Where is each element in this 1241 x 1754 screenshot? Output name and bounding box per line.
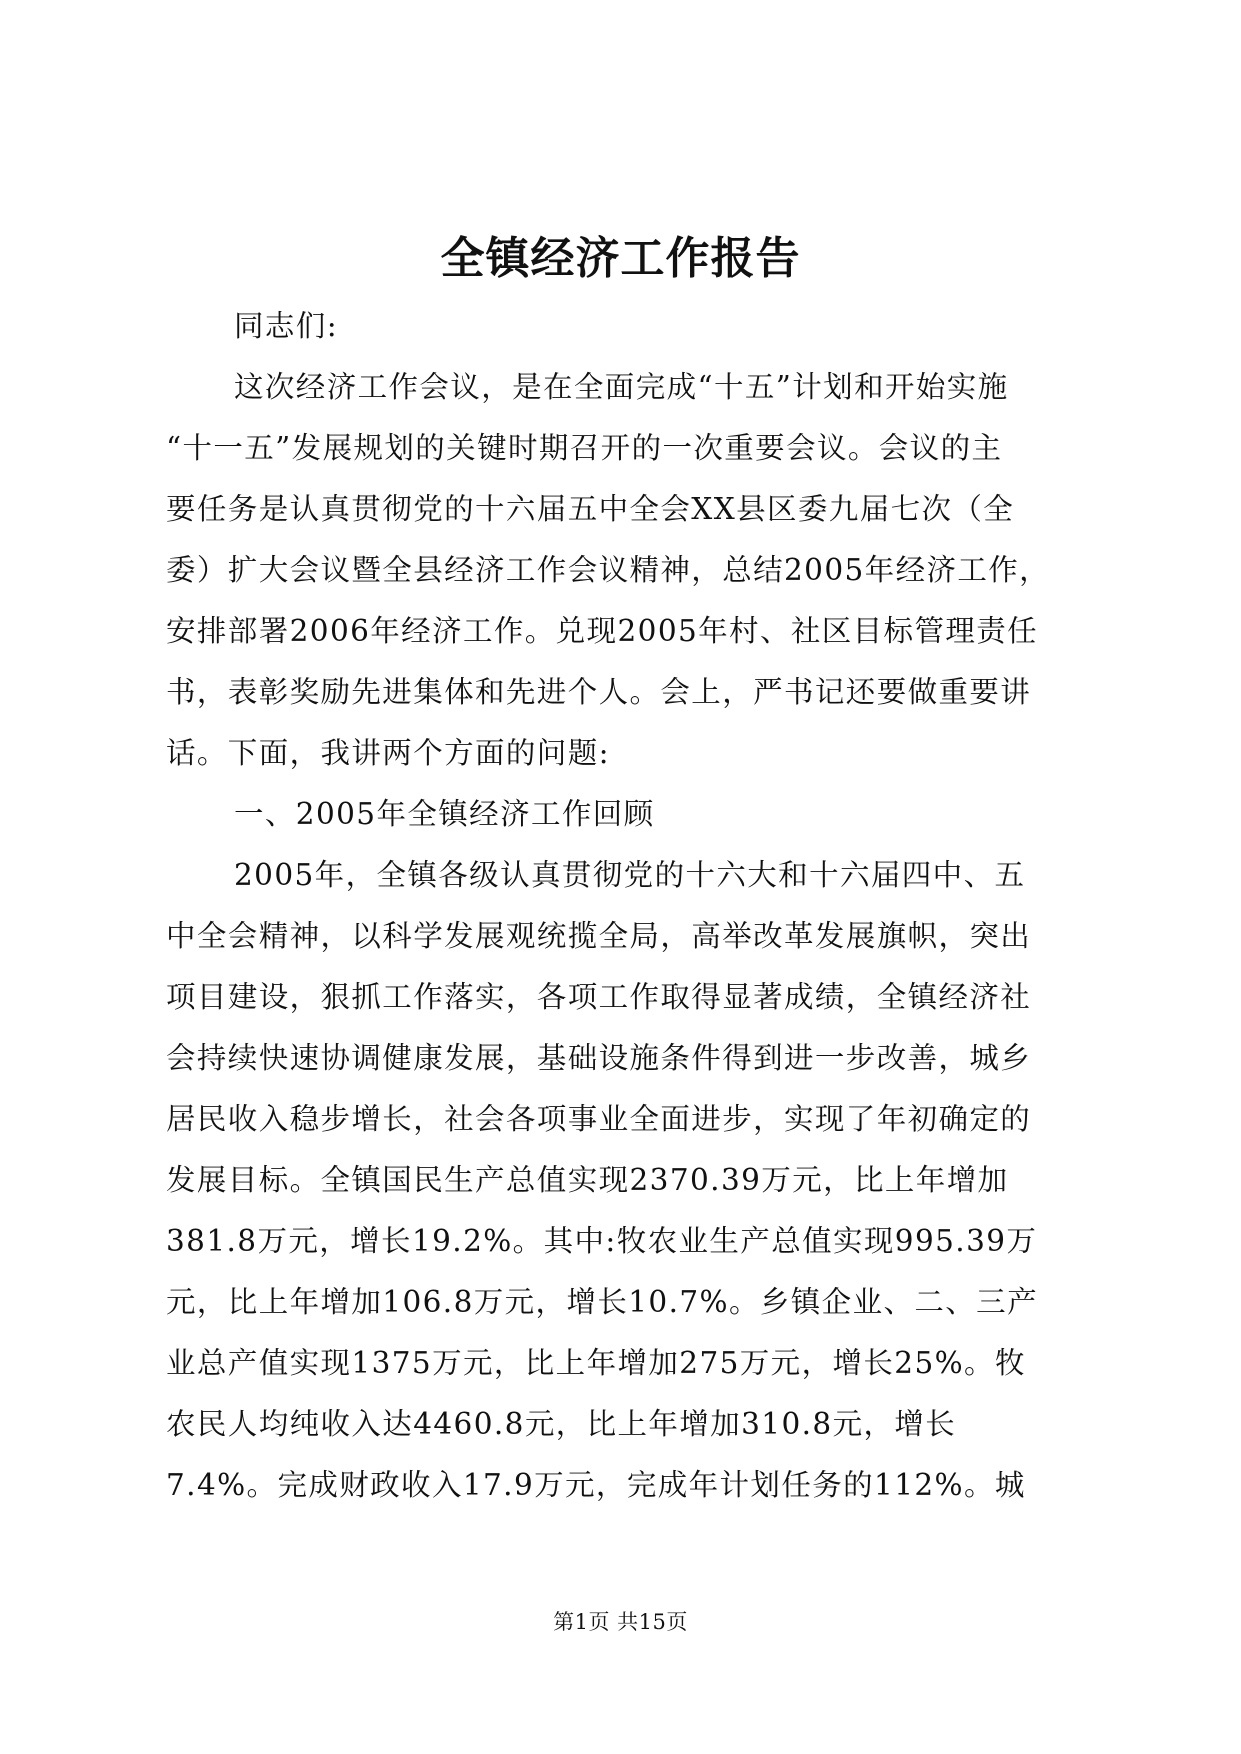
body-line: 要任务是认真贯彻党的十六届五中全会XX县区委九届七次（全 bbox=[166, 492, 1015, 526]
document-body bbox=[166, 296, 1076, 1516]
body-line: 书，表彰奖励先进集体和先进个人。会上，严书记还要做重要讲 bbox=[166, 675, 1032, 709]
body-line: 7.4%。完成财政收入17.9万元，完成年计划任务的112%。城 bbox=[166, 1468, 1026, 1502]
body-line: 中全会精神，以科学发展观统揽全局，高举改革发展旗帜，突出 bbox=[166, 919, 1032, 953]
body-line: 业总产值实现1375万元，比上年增加275万元，增长25%。牧 bbox=[166, 1346, 1026, 1380]
section-heading: 一、2005年全镇经济工作回顾 bbox=[234, 797, 655, 831]
body-line: 会持续快速协调健康发展，基础设施条件得到进一步改善，城乡 bbox=[166, 1041, 1032, 1075]
salutation: 同志们: bbox=[234, 309, 339, 343]
body-line: 农民人均纯收入达4460.8元，比上年增加310.8元，增长 bbox=[166, 1407, 957, 1441]
page-number: 第1页 共15页 bbox=[553, 1610, 688, 1634]
body-line: 这次经济工作会议，是在全面完成“十五”计划和开始实施 bbox=[234, 370, 1009, 404]
body-line: 居民收入稳步增长，社会各项事业全面进步，实现了年初确定的 bbox=[166, 1102, 1032, 1136]
document-title: 全镇经济工作报告 bbox=[440, 233, 801, 284]
body-line: 安排部署2006年经济工作。兑现2005年村、社区目标管理责任 bbox=[166, 614, 1039, 648]
body-line: “十一五”发展规划的关键时期召开的一次重要会议。会议的主 bbox=[166, 431, 1003, 465]
body-line: 话。下面，我讲两个方面的问题: bbox=[166, 736, 610, 770]
body-line: 381.8万元，增长19.2%。其中:牧农业生产总值实现995.39万 bbox=[166, 1224, 1038, 1258]
body-line: 发展目标。全镇国民生产总值实现2370.39万元，比上年增加 bbox=[166, 1163, 1009, 1197]
body-line: 2005年，全镇各级认真贯彻党的十六大和十六届四中、五 bbox=[234, 858, 1026, 892]
body-line: 元，比上年增加106.8万元，增长10.7%。乡镇企业、二、三产 bbox=[166, 1285, 1038, 1319]
body-line: 项目建设，狠抓工作落实，各项工作取得显著成绩，全镇经济社 bbox=[166, 980, 1032, 1014]
body-line: 委）扩大会议暨全县经济工作会议精神，总结2005年经济工作， bbox=[166, 553, 1051, 587]
